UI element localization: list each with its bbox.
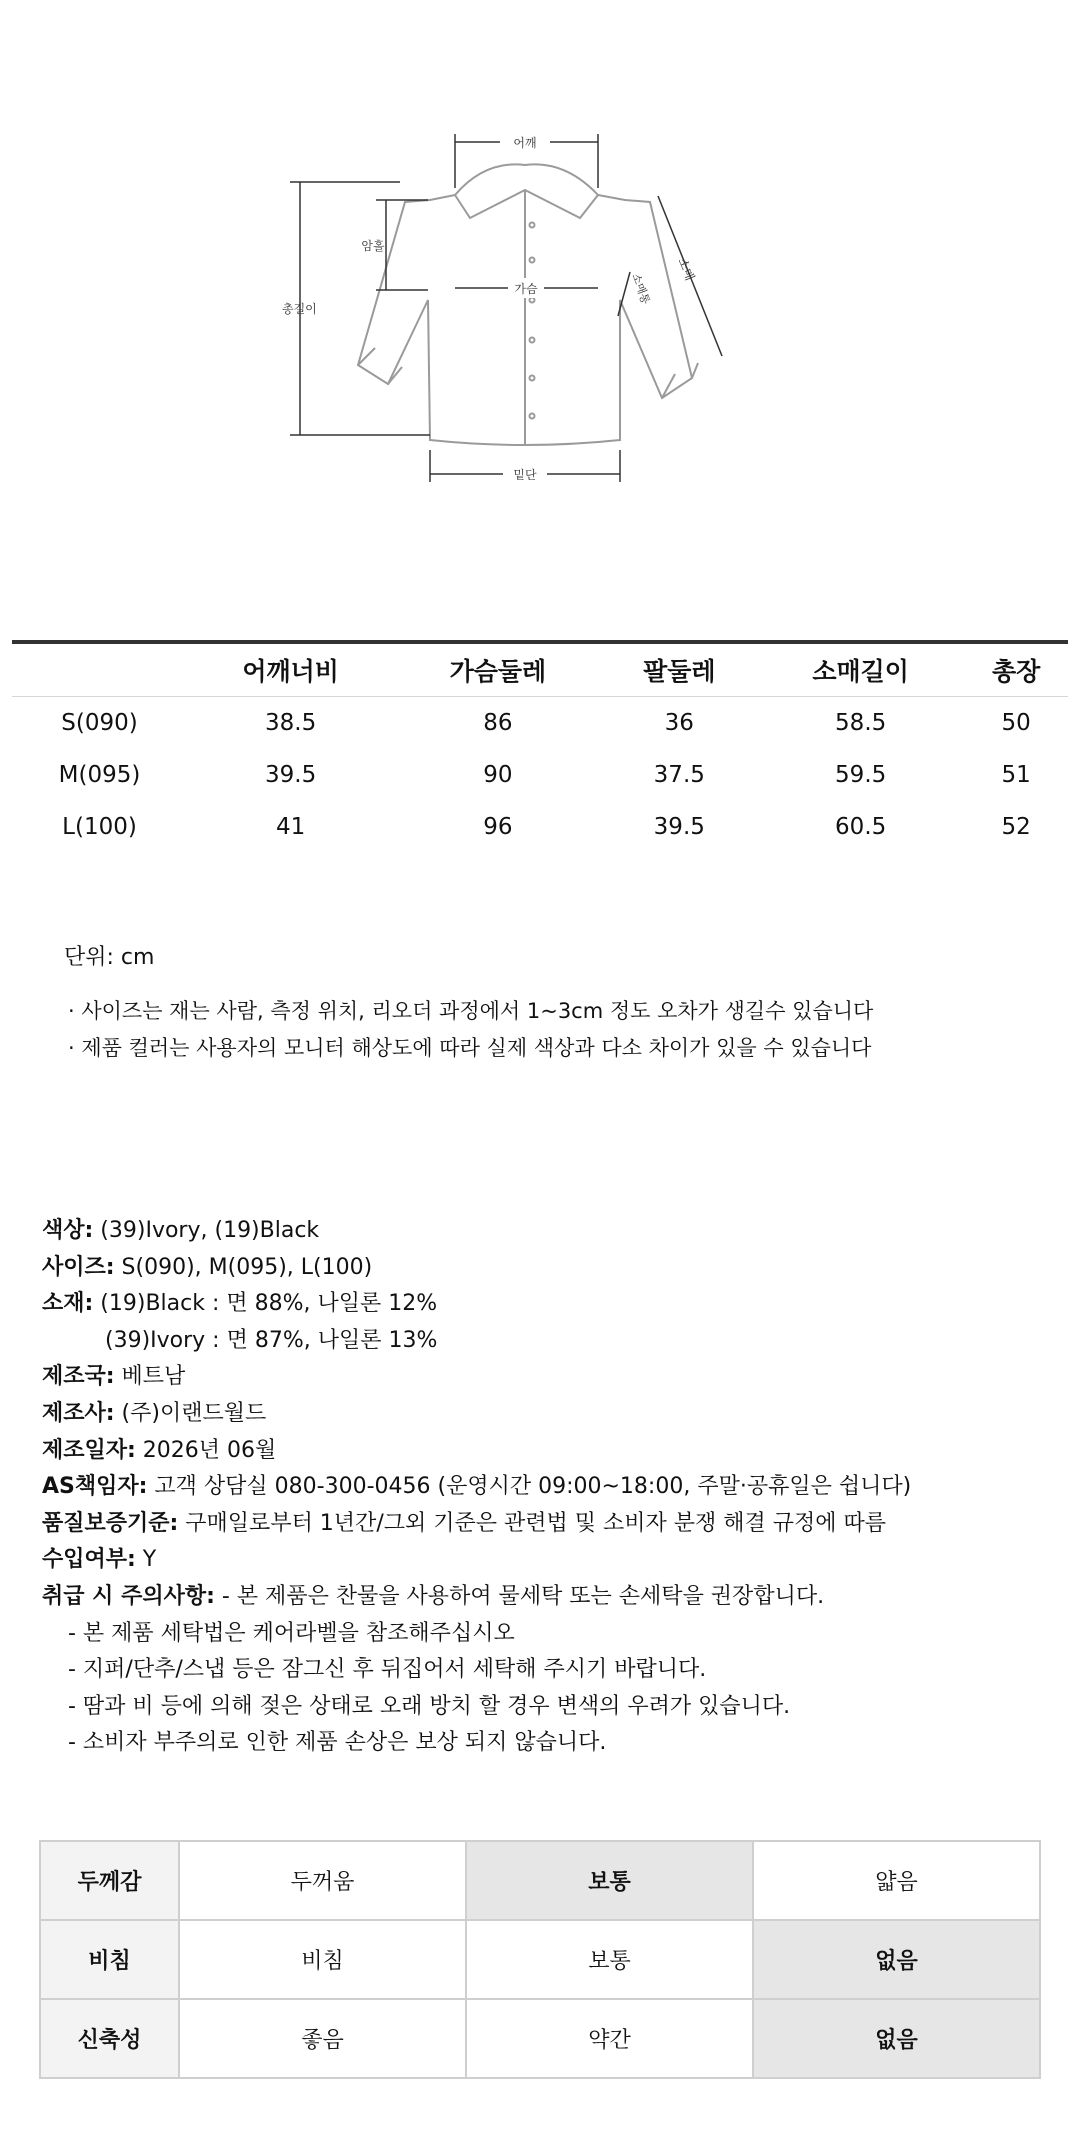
fabric-row [40,1841,1040,1920]
size-cell: M(095) [58,762,141,788]
table-row [12,801,1068,853]
note-line: · 사이즈는 재는 사람, 측정 위치, 리오더 과정에서 1~3cm 정도 오차가 생길수 있습니다 [68,999,874,1023]
table-row [12,697,1068,750]
info-value: (주)이랜드월드 [114,1400,267,1426]
info-label: 제조사: [42,1400,115,1426]
size-cell: 90 [483,762,513,788]
fabric-option: 보통 [466,1841,753,1920]
info-label: 사이즈: [42,1254,115,1280]
info-label: 제조일자: [42,1437,136,1463]
fabric-row [40,1920,1040,1999]
info-label: 소재: [42,1291,94,1317]
info-value: 고객 상담실 080-300-0456 (운영시간 09:00~18:00, 주말·공휴일은 쉽니다) [147,1474,912,1500]
info-material-2 [42,1323,911,1360]
care-line: - 소비자 부주의로 인한 제품 손상은 보상 되지 않습니다. [68,1730,607,1756]
info-label: 취급 시 주의사항: [42,1583,215,1609]
info-material [42,1286,911,1323]
fabric-option: 좋음 [179,1999,466,2078]
size-cell: 36 [664,710,694,736]
sleeve-width-label: 소매통 [629,271,653,306]
care-line: - 땀과 비 등에 의해 젖은 상태로 오래 방치 할 경우 변색의 우려가 있습니다. [68,1693,791,1719]
chest-label: 가슴 [514,282,538,296]
size-cell: 60.5 [835,814,887,840]
armhole-label: 암홀 [361,239,385,253]
size-notes [68,993,873,1067]
size-cell: L(100) [62,814,137,840]
note-line: · 제품 컬러는 사용자의 모니터 해상도에 따라 실제 색상과 다소 차이가 있을 수 있습니다 [68,1036,872,1060]
product-info [42,1213,911,1762]
care-line: - 지퍼/단추/스냅 등은 잠그신 후 뒤집어서 세탁해 주시기 바랍니다. [68,1657,707,1683]
info-care [42,1579,911,1616]
fabric-row-label: 비침 [40,1920,179,1999]
info-color [42,1213,911,1250]
info-label: 제조국: [42,1364,115,1390]
info-country [42,1359,911,1396]
info-value: S(090), M(095), L(100) [114,1254,373,1280]
fabric-row-label: 두께감 [40,1841,179,1920]
info-date [42,1433,911,1470]
shirt-outline-icon [358,164,698,445]
info-quality [42,1506,911,1543]
size-table-header: 총장 [964,642,1068,697]
info-value: - 본 제품은 찬물을 사용하여 물세탁 또는 손세탁을 권장합니다. [214,1583,825,1609]
info-as [42,1469,911,1506]
size-cell: 86 [483,710,513,736]
info-label: 품질보증기준: [42,1510,179,1536]
size-cell: 96 [483,814,513,840]
shirt-measurement-diagram [280,120,760,500]
size-table-header: 소매길이 [757,642,964,697]
table-row [12,749,1068,801]
size-table-header-row [12,642,1068,697]
info-value: (19)Black : 면 88%, 나일론 12% [93,1291,438,1317]
fabric-row-label: 신축성 [40,1999,179,2078]
hem-label: 밑단 [513,468,537,482]
info-size [42,1250,911,1287]
info-maker [42,1396,911,1433]
fabric-option: 두꺼움 [179,1841,466,1920]
size-cell: 37.5 [653,762,705,788]
size-cell: S(090) [61,710,138,736]
size-cell: 50 [1001,710,1031,736]
info-value: 구매일로부터 1년간/그외 기준은 관련법 및 소비자 분쟁 해결 규정에 따름 [178,1510,886,1536]
fabric-option: 약간 [466,1999,753,2078]
size-cell: 51 [1001,762,1031,788]
fabric-option: 없음 [753,1920,1040,1999]
care-line: - 본 제품 세탁법은 케어라벨을 참조해주십시오 [68,1620,515,1646]
fabric-option: 보통 [466,1920,753,1999]
fabric-characteristics-table [39,1840,1041,2079]
info-label: AS책임자: [42,1474,148,1500]
fabric-row [40,1999,1040,2078]
size-table-header: 어깨너비 [187,642,394,697]
info-value: (39)Ivory : 면 87%, 나일론 13% [105,1327,438,1353]
size-table-header: 팔둘레 [602,642,757,697]
size-table-header: 가슴둘레 [394,642,601,697]
fabric-option: 비침 [179,1920,466,1999]
info-import [42,1542,911,1579]
total-length-label: 총길이 [282,302,317,316]
size-cell: 58.5 [835,710,887,736]
size-cell: 39.5 [653,814,705,840]
fabric-option: 없음 [753,1999,1040,2078]
size-cell: 59.5 [835,762,887,788]
info-value: 2026년 06월 [135,1437,277,1463]
fabric-option: 얇음 [753,1841,1040,1920]
size-cell: 52 [1001,814,1031,840]
info-label: 색상: [42,1218,94,1243]
info-label: 수입여부: [42,1547,136,1573]
shoulder-label: 어깨 [513,136,537,150]
unit-label: 단위: cm [64,945,155,970]
info-value: (39)Ivory, (19)Black [93,1218,320,1243]
size-cell: 41 [276,814,306,840]
size-table [12,640,1068,853]
info-value: 베트남 [114,1364,186,1390]
size-cell: 38.5 [265,710,317,736]
size-table-header [12,642,187,697]
info-value: Y [135,1547,157,1573]
sleeve-label: 소매 [675,255,697,283]
size-cell: 39.5 [265,762,317,788]
